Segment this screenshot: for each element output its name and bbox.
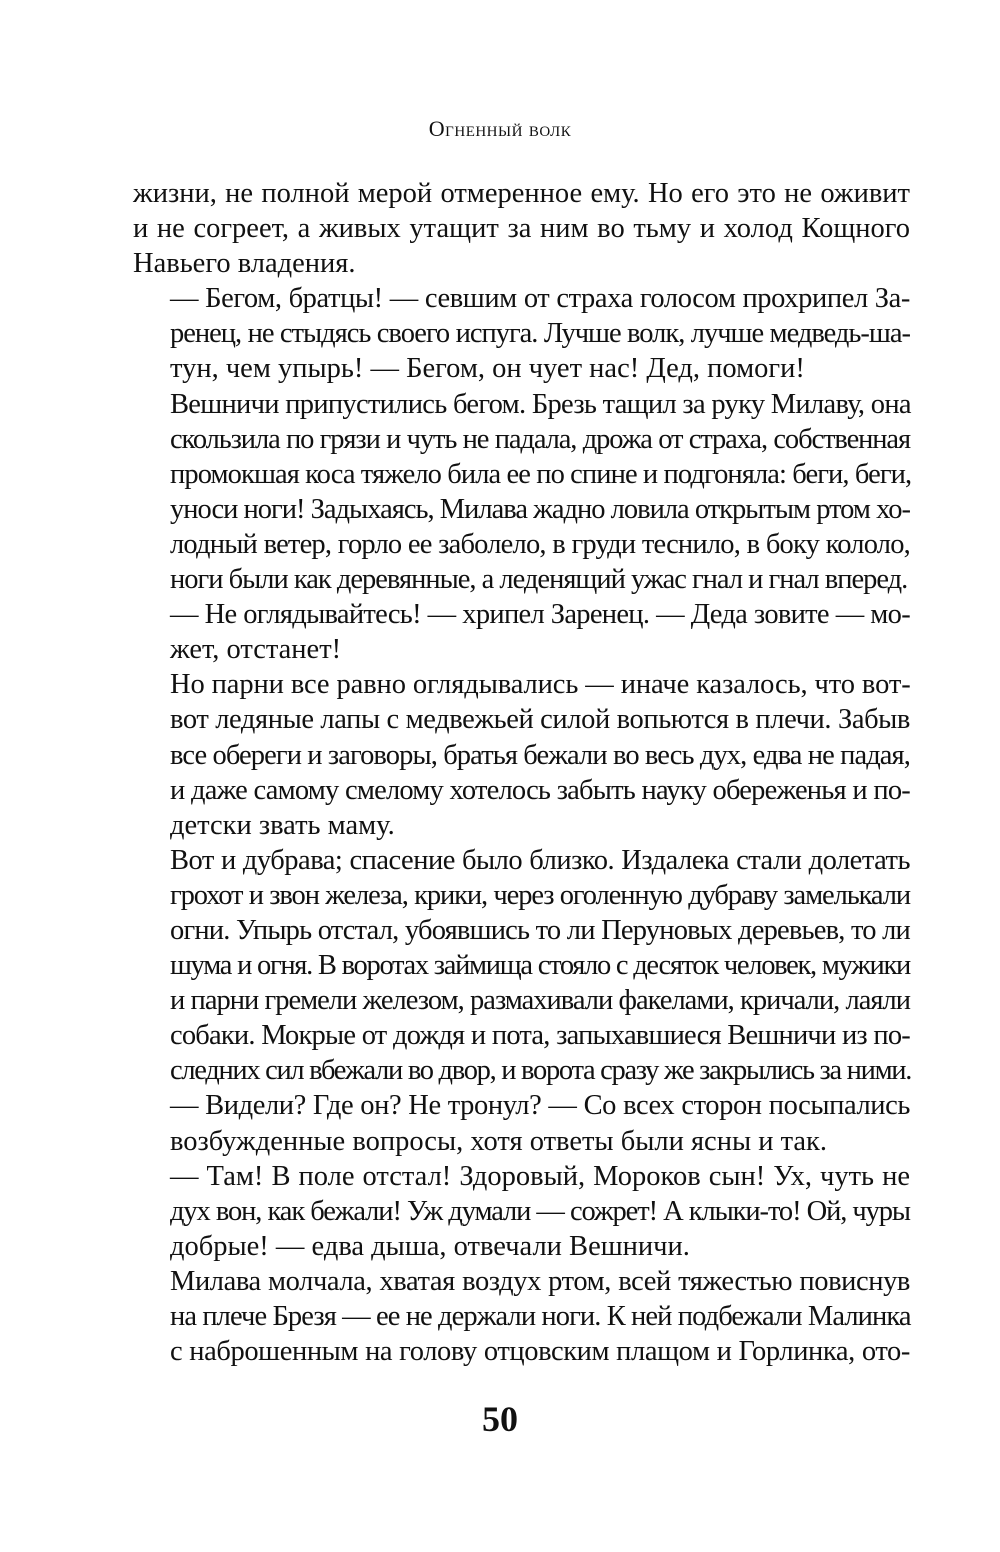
- text-line: возбужденные вопросы, хотя ответы были ясны и так.: [170, 1125, 828, 1157]
- text-line: уноси ноги! Задыхаясь, Милава жадно ловила открытым ртом хо-: [170, 493, 910, 525]
- paragraph: [133, 667, 910, 842]
- text-line: Вот и дубрава; спасение было близко. Издалека стали долетать: [170, 844, 910, 876]
- text-line: жизни, не полной мерой отмеренное ему. Но его это не оживит: [133, 178, 910, 209]
- text-line: — Там! В поле отстал! Здоровый, Мороков сын! Ух, чуть не: [170, 1160, 910, 1192]
- text-line: на плече Брезя — ее не держали ноги. К ней подбежали Малинка: [170, 1301, 911, 1332]
- text-line: и даже самому смелому хотелось забыть науку обереженья и по-: [170, 774, 910, 806]
- text-line: лодный ветер, горло ее заболело, в груди теснило, в боку кололо,: [170, 528, 910, 560]
- text-line: вот ледяные лапы с медвежьей силой вопьются в плечи. Забыв: [170, 704, 910, 736]
- text-line: — Видели? Где он? Не тронул? — Со всех сторон посыпались: [170, 1090, 910, 1122]
- paragraph: [133, 176, 910, 281]
- text-line: шума и огня. В воротах займища стояло с десяток человек, мужики: [170, 950, 910, 982]
- body-text: [133, 176, 910, 1369]
- paragraph: [133, 1159, 910, 1264]
- text-line: — Бегом, братцы! — севшим от страха голосом прохрипел За-: [170, 283, 910, 315]
- text-line: все обереги и заговоры, братья бежали во весь дух, едва не падая,: [170, 739, 910, 771]
- text-line: следних сил вбежали во двор, и ворота сразу же закрылись за ними.: [170, 1055, 912, 1087]
- text-line: ренец, не стыдясь своего испуга. Лучше волк, лучше медведь-ша-: [170, 318, 910, 350]
- paragraph: [133, 387, 910, 598]
- text-line: ноги были как деревянные, а леденящий ужас гнал и гнал вперед.: [170, 564, 908, 596]
- text-line: скользила по грязи и чуть не падала, дрожа от страха, собственная: [170, 423, 910, 455]
- text-line: грохот и звон железа, крики, через оголенную дубраву замелькали: [170, 879, 910, 911]
- text-line: детски звать маму.: [170, 809, 395, 841]
- text-line: Навьего владения.: [133, 248, 356, 280]
- text-line: с наброшенным на голову отцовским плащом и Горлинка, ото-: [170, 1336, 910, 1368]
- paragraph: [133, 597, 910, 667]
- text-line: добрые! — едва дыша, отвечали Вешничи.: [170, 1230, 690, 1262]
- text-line: — Не оглядывайтесь! — хрипел Заренец. — Деда зовите — мо-: [170, 599, 910, 631]
- paragraph: [133, 1088, 910, 1158]
- text-line: огни. Упырь отстал, убоявшись то ли Перуновых деревьев, то ли: [170, 914, 910, 946]
- paragraph: [133, 281, 910, 386]
- text-line: Но парни все равно оглядывались — иначе казалось, что вот-: [170, 669, 911, 701]
- text-line: жет, отстанет!: [170, 634, 342, 666]
- text-line: и парни гремели железом, размахивали факелами, кричали, лаяли: [170, 985, 910, 1017]
- text-line: и не согреет, а живых утащит за ним во тьму и холод Кощного: [133, 213, 910, 245]
- text-line: промокшая коса тяжело била ее по спине и подгоняла: беги, беги,: [170, 458, 912, 490]
- page-number: 50: [482, 1399, 518, 1439]
- text-line: Вешничи припустились бегом. Брезь тащил за руку Милаву, она: [170, 388, 911, 420]
- text-line: тун, чем упырь! — Бегом, он чует нас! Дед, помоги!: [170, 353, 805, 385]
- text-line: Милава молчала, хватая воздух ртом, всей тяжестью повиснув: [170, 1265, 910, 1297]
- paragraph: [133, 843, 910, 1089]
- running-head: Огненный волк: [428, 116, 572, 141]
- text-line: собаки. Мокрые от дождя и пота, запыхавшиеся Вешничи из по-: [170, 1020, 910, 1052]
- text-line: дух вон, как бежали! Уж думали — сожрет! А клыки-то! Ой, чуры: [170, 1195, 910, 1227]
- paragraph: [133, 1264, 910, 1369]
